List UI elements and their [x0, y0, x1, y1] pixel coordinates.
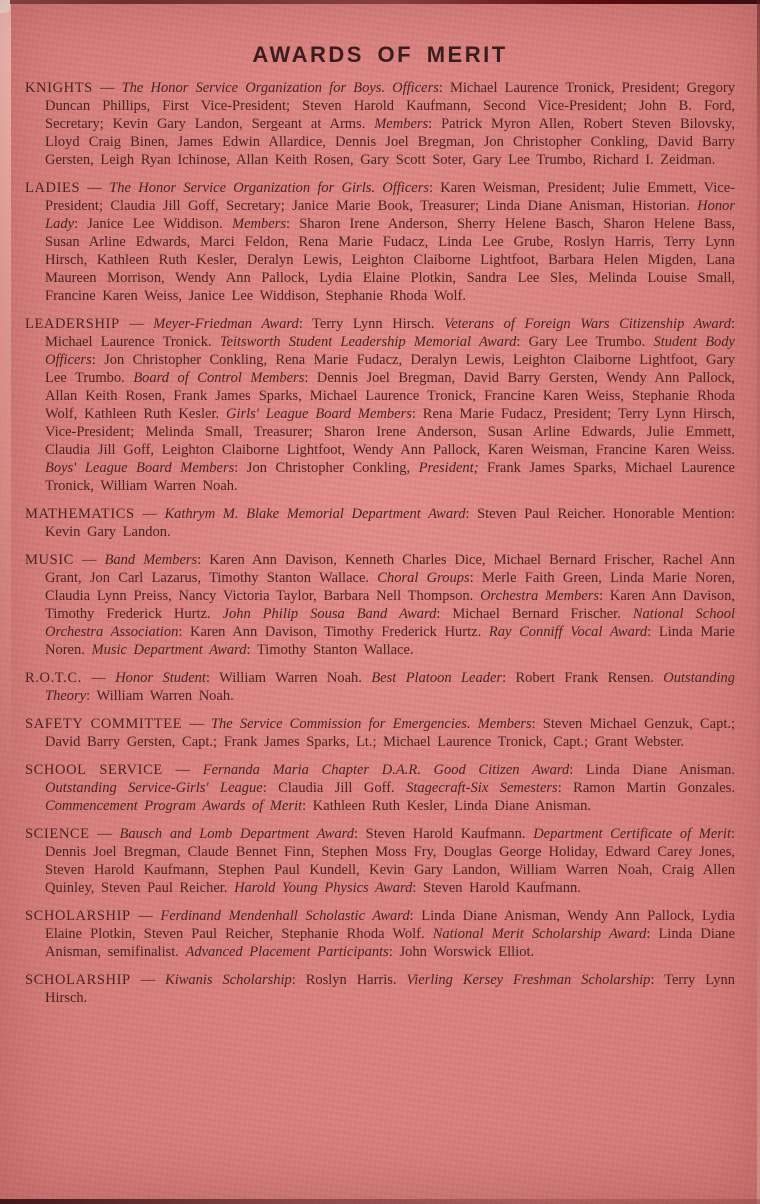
award-names: : John Worswick Elliot.: [388, 944, 535, 960]
award-label: Vierling Kersey Freshman Scholarship: [406, 972, 651, 988]
award-names: : Steven Harold Kaufmann.: [412, 880, 581, 896]
award-names: : Steven Paul Reicher. Honorable Mention: Kevin Gary Landon.: [45, 506, 736, 540]
award-names: : Karen Ann Davison, Timothy Frederick Hurtz.: [45, 588, 735, 622]
award-names: : Karen Ann Davison, Kenneth Charles Dice, Michael Bernard Frischer, Rachel Ann Grant, Jon Carl Lazarus, Timothy Stanton Wallace.: [45, 552, 735, 586]
page-title: AWARDS OF MERIT: [252, 42, 508, 67]
award-section-knights: [25, 79, 735, 169]
award-names: : Terry Lynn Hirsch.: [45, 972, 736, 1006]
award-label: Band Members: [104, 552, 198, 568]
section-dash: —: [130, 908, 161, 924]
section-heading: SCIENCE: [25, 826, 90, 842]
page-bottom-edge: [0, 1199, 760, 1204]
award-section-scholarship-2: [25, 971, 735, 1007]
award-section-music: [25, 551, 735, 659]
award-label: Best Platoon Leader: [371, 670, 503, 686]
award-label: Bausch and Lomb Department Award: [119, 826, 354, 842]
section-dash: —: [162, 762, 203, 778]
award-names: : Janice Lee Widdison.: [74, 216, 233, 232]
award-label: Department Certificate of Merit: [533, 826, 731, 842]
award-section-safety-committee: [25, 715, 735, 751]
section-dash: —: [119, 316, 154, 332]
section-heading: SCHOLARSHIP: [25, 908, 131, 924]
award-names: : Michael Bernard Frischer.: [436, 606, 633, 622]
award-label: Music Department Award: [91, 642, 247, 658]
page-corner-highlight: [0, 0, 10, 13]
award-names: : Linda Diane Anisman.: [569, 762, 736, 778]
award-names: : Terry Lynn Hirsch.: [298, 316, 445, 332]
award-names: : Roslyn Harris.: [291, 972, 407, 988]
award-label: President;: [418, 460, 479, 476]
award-label: Kathrym M. Blake Memorial Department Award: [164, 506, 466, 522]
award-names: : Steven Michael Genzuk, Capt.; David Barry Gersten, Capt.; Frank James Sparks, Lt.; Michael Laurence Tronick, Capt.; Grant Webster.: [45, 716, 735, 750]
award-section-rotc: [25, 669, 735, 705]
section-dash: —: [80, 180, 110, 196]
award-names: : Dennis Joel Bregman, David Barry Gersten, Wendy Ann Pallock, Allan Keith Rosen, Frank James Sparks, Michael Laurence Tronick, Francine Karen Weiss, Stephanie Rhoda Wolf, Kathleen Ruth Kesler.: [45, 370, 736, 422]
award-label: Honor Student: [115, 670, 206, 686]
page-left-edge: [0, 0, 11, 800]
award-section-science: [25, 825, 735, 897]
section-dash: —: [182, 716, 211, 732]
section-heading: R.O.T.C.: [25, 670, 82, 686]
section-dash: —: [81, 670, 116, 686]
award-section-ladies: [25, 179, 735, 305]
award-label: National Merit Scholarship Award: [432, 926, 647, 942]
award-names: : Linda Diane Anisman, semifinalist.: [45, 926, 735, 960]
section-heading: LEADERSHIP: [25, 316, 120, 332]
award-label: Harold Young Physics Award: [234, 880, 413, 896]
section-heading: KNIGHTS: [25, 80, 93, 96]
award-label: Teitsworth Student Leadership Memorial Award: [219, 334, 517, 350]
section-heading: MUSIC: [25, 552, 74, 568]
award-label: National School Orchestra Association: [45, 606, 736, 640]
award-label: Meyer-Friedman Award: [153, 316, 299, 332]
award-names: : Karen Ann Davison, Timothy Frederick Hurtz.: [178, 624, 489, 640]
award-names: : Linda Marie Noren.: [45, 624, 735, 658]
award-label: Boys' League Board Members: [45, 460, 235, 476]
award-names: : Sharon Irene Anderson, Sherry Helene Basch, Sharon Helene Bass, Susan Arline Edwards, Marci Feldon, Rena Marie Fudacz, Linda Lee Grube, Roslyn Harris, Terry Lynn Hirsch, Kathleen Ruth Kesler, Deralyn Lewis, Leighton Claiborne Lightfoot, Barbara Helen Migden, Lana Maureen Morrison, Wendy Ann Pallock, Lydia Elaine Plotkin, Sandra Lee Sles, Melinda Louise Small, Francine Karen Weiss, Janice Lee Widdison, Stephanie Rhoda Wolf.: [45, 216, 735, 304]
section-dash: —: [130, 972, 166, 988]
award-names: : Kathleen Ruth Kesler, Linda Diane Anisman.: [302, 798, 591, 814]
award-label: Advanced Placement Participants: [185, 944, 389, 960]
award-label: Student Body Officers: [45, 334, 735, 368]
award-label: The Honor Service Organization for Girls. Officers: [109, 180, 429, 196]
award-names: : Jon Christopher Conkling, Rena Marie Fudacz, Deralyn Lewis, Leighton Claiborne Lightfoot, Gary Lee Trumbo.: [45, 352, 735, 386]
award-label: John Philip Sousa Band Award: [222, 606, 437, 622]
award-names: : Gary Lee Trumbo.: [516, 334, 654, 350]
section-heading: LADIES: [25, 180, 81, 196]
section-dash: —: [134, 506, 165, 522]
award-label: Girls' League Board Members: [225, 406, 412, 422]
award-names: : Patrick Myron Allen, Robert Steven Bilovsky, Lloyd Craig Binen, James Edwin Allardice, Dennis Joel Bregman, Jon Christopher Conkling, David Barry Gersten, Leigh Ryan Ichinose, Allan Keith Rosen, Gary Scott Soter, Gary Lee Trumbo, Richard I. Zeidman.: [45, 116, 735, 168]
award-label: Ray Conniff Vocal Award: [488, 624, 648, 640]
award-label: The Service Commission for Emergencies. Members: [210, 716, 532, 732]
award-names: : Karen Weisman, President; Julie Emmett, Vice-President; Claudia Jill Goff, Secretary; Janice Marie Book, Treasurer; Linda Diane Anisman, Historian.: [45, 180, 735, 214]
award-names: : Steven Harold Kaufmann.: [353, 826, 534, 842]
award-label: Orchestra Members: [480, 588, 600, 604]
award-label: Commencement Program Awards of Merit: [45, 798, 303, 814]
award-label: Kiwanis Scholarship: [165, 972, 292, 988]
award-names: : Claudia Jill Goff.: [262, 780, 407, 796]
award-section-scholarship-1: [25, 907, 735, 961]
award-label: Fernanda Maria Chapter D.A.R. Good Citizen Award: [202, 762, 570, 778]
award-names: : William Warren Noah.: [86, 688, 234, 704]
section-heading: SCHOOL SERVICE: [25, 762, 163, 778]
section-dash: —: [89, 826, 120, 842]
award-label: Choral Groups: [377, 570, 470, 586]
award-label: Stagecraft-Six Semesters: [406, 780, 558, 796]
award-names: Frank James Sparks, Michael Laurence Tronick, William Warren Noah.: [45, 460, 735, 494]
award-names: : Rena Marie Fudacz, President; Terry Lynn Hirsch, Vice-President; Melinda Small, Treasurer; Sharon Irene Anderson, Susan Arline Edwards, Julie Emmett, Claudia Jill Goff, Leighton Claiborne Lightfoot, Wendy Ann Pallock, Karen Weisman, Francine Karen Weiss.: [45, 406, 735, 458]
section-heading: SCHOLARSHIP: [25, 972, 131, 988]
award-names: : Dennis Joel Bregman, Claude Bennet Finn, Stephen Moss Fry, Douglas George Holiday, Edward Carey Jones, Steven Harold Kaufmann, Stephen Paul Kundell, Kevin Gary Landon, William Warren Noah, Craig Allen Quinley, Steven Paul Reicher.: [45, 826, 736, 896]
section-heading: SAFETY COMMITTEE: [25, 716, 183, 732]
award-section-leadership: [25, 315, 735, 495]
award-names: : Timothy Stanton Wallace.: [246, 642, 414, 658]
section-dash: —: [73, 552, 105, 568]
award-names: : Robert Frank Rensen.: [502, 670, 664, 686]
award-label: Honor Lady: [45, 198, 735, 232]
page-top-edge: [0, 0, 760, 4]
section-heading: MATHEMATICS: [25, 506, 135, 522]
award-names: : Michael Laurence Tronick, President; Gregory Duncan Phillips, First Vice-President; Steven Harold Kaufmann, Second Vice-President; John B. Ford, Secretary; Kevin Gary Landon, Sergeant at Arms.: [45, 80, 735, 132]
award-label: Ferdinand Mendenhall Scholastic Award: [160, 908, 410, 924]
award-label: Outstanding Theory: [45, 670, 735, 704]
award-label: Members: [232, 216, 286, 232]
award-names: : William Warren Noah.: [205, 670, 372, 686]
award-label: Veterans of Foreign Wars Citizenship Award: [444, 316, 731, 332]
sections-container: [25, 79, 735, 1007]
award-names: : Ramon Martin Gonzales.: [557, 780, 735, 796]
award-names: : Michael Laurence Tronick.: [45, 316, 736, 350]
award-names: : Merle Faith Green, Linda Marie Noren, Claudia Lynn Preiss, Nancy Victoria Taylor, Barbara Nell Thompson.: [45, 570, 735, 604]
award-section-school-service: [25, 761, 735, 815]
award-label: Outstanding Service-Girls' League: [45, 780, 263, 796]
award-names: : Linda Diane Anisman, Wendy Ann Pallock, Lydia Elaine Plotkin, Steven Paul Reicher, Stephanie Rhoda Wolf.: [45, 908, 735, 942]
section-dash: —: [92, 80, 122, 96]
award-label: Members: [374, 116, 429, 132]
award-label: Board of Control Members: [133, 370, 305, 386]
award-label: The Honor Service Organization for Boys. Officers: [121, 80, 439, 96]
award-names: : Jon Christopher Conkling,: [234, 460, 419, 476]
award-section-mathematics: [25, 505, 735, 541]
